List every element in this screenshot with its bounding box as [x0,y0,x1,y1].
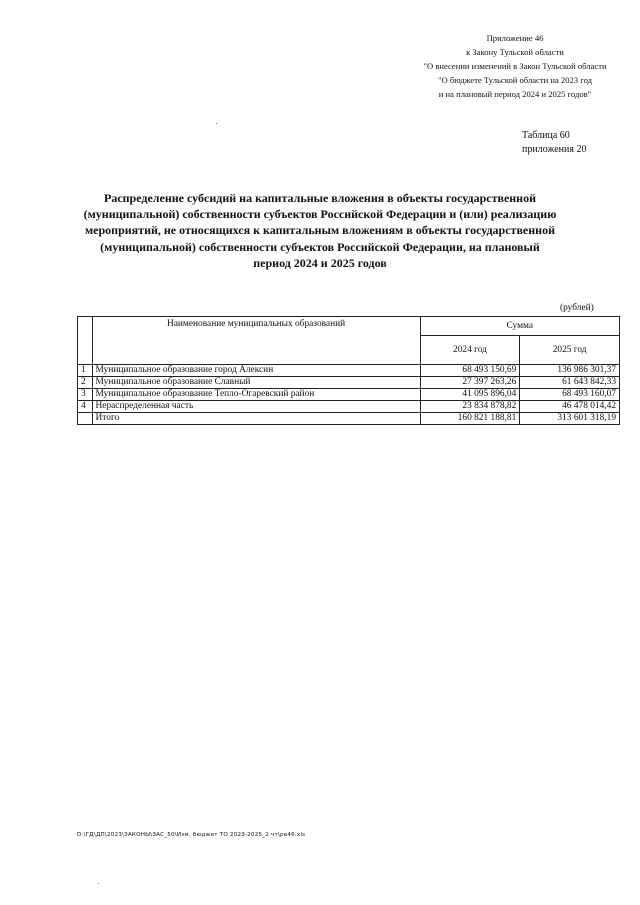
scan-speck [216,123,217,124]
subsidy-table [77,316,620,425]
appendix-line: Приложение 46 [486,33,544,43]
row-number [78,413,93,425]
amount-2025: 68 493 160,07 [520,389,620,401]
municipality-name: Муниципальное образование Тепло-Огаревский район [92,389,420,401]
scan-speck [98,883,99,884]
municipality-name: Нераспределенная часть [92,401,420,413]
file-path-footer: D:\ГД\ДП\2023\ЗАКОНЫ\ЗАС_50\Изм. бюджет ТО 2023-2025_2 чт\ре46.xls [77,832,306,838]
year-2025-header: 2025 год [520,336,620,365]
amount-2025: 61 643 842,33 [520,377,620,389]
municipality-name: Муниципальное образование Славный [92,377,420,389]
amount-2024: 68 493 150,69 [420,365,520,377]
table-row [78,365,620,377]
amount-2025: 136 986 301,37 [520,365,620,377]
appendix-line: "О бюджете Тульской области на 2023 год [438,75,592,85]
units-label: (рублей) [560,303,594,313]
amount-2024: 23 834 878,82 [420,401,520,413]
name-column-header: Наименование муниципальных образований [92,317,420,365]
total-2025: 313 601 318,19 [520,413,620,425]
row-number: 3 [78,389,93,401]
row-number: 4 [78,401,93,413]
amount-2024: 41 095 896,04 [420,389,520,401]
total-2024: 160 821 188,81 [420,413,520,425]
table-header-row [78,317,620,336]
table-row [78,377,620,389]
sum-column-header: Сумма [420,317,619,336]
total-row [78,413,620,425]
total-label: Итого [92,413,420,425]
appendix-number: приложения 20 [522,144,587,155]
appendix-line: "О внесении изменений в Закон Тульской области [423,61,607,71]
row-number: 1 [78,365,93,377]
table-row [78,401,620,413]
amount-2025: 46 478 014,42 [520,401,620,413]
table-number: Таблица 60 [522,130,570,141]
number-column-header [78,317,93,365]
appendix-line: к Закону Тульской области [466,47,564,57]
year-2024-header: 2024 год [420,336,520,365]
appendix-header [395,31,635,101]
municipality-name: Муниципальное образование город Алексин [92,365,420,377]
appendix-line: и на плановый период 2024 и 2025 годов" [438,89,592,99]
table-reference [522,129,586,157]
row-number: 2 [78,377,93,389]
table-row [78,389,620,401]
document-title: Распределение субсидий на капитальные вложения в объекты государственной (муниципальной) собственности субъектов Российской Федерации и (или) реализацию мероприятий, не относящихся к капитальным вложениям в объекты государственной (муниципальной) собственности субъектов Российской Федерации, на плановый период 2024 и 2025 годов [83,191,557,270]
amount-2024: 27 397 263,26 [420,377,520,389]
